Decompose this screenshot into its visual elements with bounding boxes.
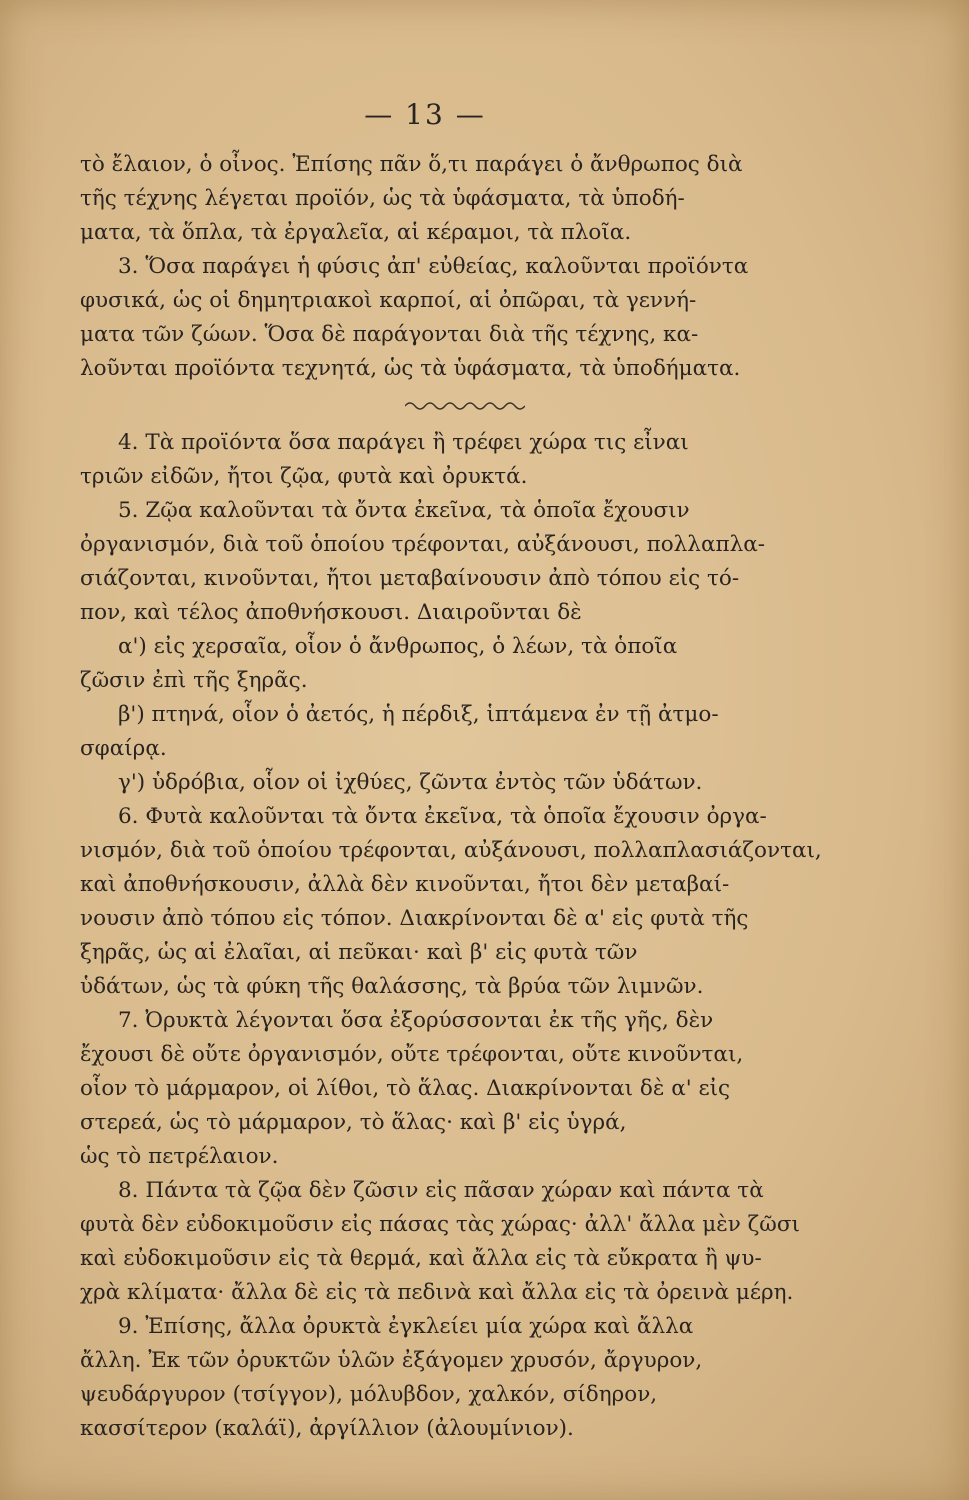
text-line: γ') ὑδρόβια, οἷον οἱ ἰχθύες, ζῶντα ἐντὸς τῶν ὑδάτων. (118, 770, 703, 795)
text-line: σφαίρᾳ. (80, 736, 167, 761)
text-line: σιάζονται, κινοῦνται, ἤτοι μεταβαίνουσιν ἀπὸ τόπου εἰς τό- (80, 566, 740, 591)
text-line: ὡς τὸ πετρέλαιον. (80, 1144, 279, 1169)
text-line: 9. Ἐπίσης, ἄλλα ὀρυκτὰ ἐγκλείει μία χώρα καὶ ἄλλα (118, 1314, 694, 1339)
text-line: 3. Ὅσα παράγει ἡ φύσις ἀπ' εὐθείας, καλοῦνται προϊόντα (118, 254, 749, 279)
text-line: καὶ ἀποθνήσκουσιν, ἀλλὰ δὲν κινοῦνται, ἤτοι δὲν μεταβαί- (80, 872, 730, 897)
text-line: στερεά, ὡς τὸ μάρμαρον, τὸ ἅλας· καὶ β' εἰς ὑγρά, (80, 1110, 627, 1135)
text-line: τριῶν εἰδῶν, ἤτοι ζῷα, φυτὰ καὶ ὀρυκτά. (80, 464, 528, 489)
text-line: 6. Φυτὰ καλοῦνται τὰ ὄντα ἐκεῖνα, τὰ ὁποῖα ἔχουσιν ὀργα- (118, 804, 767, 829)
text-line: ψευδάργυρον (τσίγγον), μόλυβδον, χαλκόν, σίδηρον, (80, 1382, 658, 1407)
text-line: ὑδάτων, ὡς τὰ φύκη τῆς θαλάσσης, τὰ βρύα τῶν λιμνῶν. (80, 974, 704, 999)
text-line: ἄλλη. Ἐκ τῶν ὀρυκτῶν ὑλῶν ἐξάγομεν χρυσόν, ἄργυρον, (80, 1348, 703, 1373)
text-line: 4. Τὰ προϊόντα ὅσα παράγει ἢ τρέφει χώρα τις εἶναι (118, 430, 689, 455)
text-line: ζῶσιν ἐπὶ τῆς ξηρᾶς. (80, 668, 308, 693)
text-line: α') εἰς χερσαῖα, οἷον ὁ ἄνθρωπος, ὁ λέων, τὰ ὁποῖα (118, 634, 678, 659)
text-line: β') πτηνά, οἷον ὁ ἀετός, ἡ πέρδιξ, ἱπτάμενα ἐν τῇ ἀτμο- (118, 702, 719, 727)
text-line: πον, καὶ τέλος ἀποθνήσκουσι. Διαιροῦνται δὲ (80, 600, 582, 625)
text-line: τῆς τέχνης λέγεται προϊόν, ὡς τὰ ὑφάσματα, τὰ ὑποδή- (80, 186, 685, 211)
text-line: νισμόν, διὰ τοῦ ὁποίου τρέφονται, αὐξάνουσι, πολλαπλασιάζονται, (80, 838, 822, 863)
wavy-rule-icon (405, 400, 525, 412)
text-line: ματα τῶν ζώων. Ὅσα δὲ παράγονται διὰ τῆς τέχνης, κα- (80, 322, 699, 347)
body-text (80, 148, 850, 1446)
text-line: ὀργανισμόν, διὰ τοῦ ὁποίου τρέφονται, αὐξάνουσι, πολλαπλα- (80, 532, 765, 557)
text-line: φυτὰ δὲν εὐδοκιμοῦσιν εἰς πάσας τὰς χώρας· ἀλλ' ἄλλα μὲν ζῶσι (80, 1212, 800, 1237)
text-line: 8. Πάντα τὰ ζῷα δὲν ζῶσιν εἰς πᾶσαν χώραν καὶ πάντα τὰ (118, 1178, 764, 1203)
section-ornament (80, 386, 850, 426)
text-line: φυσικά, ὡς οἱ δημητριακοὶ καρποί, αἱ ὀπῶραι, τὰ γεννή- (80, 288, 697, 313)
text-line: χρὰ κλίματα· ἄλλα δὲ εἰς τὰ πεδινὰ καὶ ἄλλα εἰς τὰ ὀρεινὰ μέρη. (80, 1280, 794, 1305)
text-line: νουσιν ἀπὸ τόπου εἰς τόπον. Διακρίνονται δὲ α' εἰς φυτὰ τῆς (80, 906, 749, 931)
text-line: 5. Ζῷα καλοῦνται τὰ ὄντα ἐκεῖνα, τὰ ὁποῖα ἔχουσιν (118, 498, 690, 523)
text-line: ἔχουσι δὲ οὔτε ὀργανισμόν, οὔτε τρέφονται, οὔτε κινοῦνται, (80, 1042, 744, 1067)
text-line: 7. Ὀρυκτὰ λέγονται ὅσα ἐξορύσσονται ἐκ τῆς γῆς, δὲν (118, 1008, 714, 1033)
text-line: λοῦνται προϊόντα τεχνητά, ὡς τὰ ὑφάσματα, τὰ ὑποδήματα. (80, 356, 741, 381)
text-line: καὶ εὐδοκιμοῦσιν εἰς τὰ θερμά, καὶ ἄλλα εἰς τὰ εὔκρατα ἢ ψυ- (80, 1246, 762, 1271)
text-line: ξηρᾶς, ὡς αἱ ἐλαῖαι, αἱ πεῦκαι· καὶ β' εἰς φυτὰ τῶν (80, 940, 638, 965)
text-line: οἷον τὸ μάρμαρον, οἱ λίθοι, τὸ ἅλας. Διακρίνονται δὲ α' εἰς (80, 1076, 731, 1101)
page-number: — 13 — (364, 98, 486, 131)
text-line: ματα, τὰ ὅπλα, τὰ ἐργαλεῖα, αἱ κέραμοι, τὰ πλοῖα. (80, 220, 632, 245)
text-line: κασσίτερον (καλάϊ), ἀργίλλιον (ἀλουμίνιον). (80, 1416, 574, 1441)
text-line: τὸ ἔλαιον, ὁ οἶνος. Ἐπίσης πᾶν ὅ,τι παράγει ὁ ἄνθρωπος διὰ (80, 152, 743, 177)
